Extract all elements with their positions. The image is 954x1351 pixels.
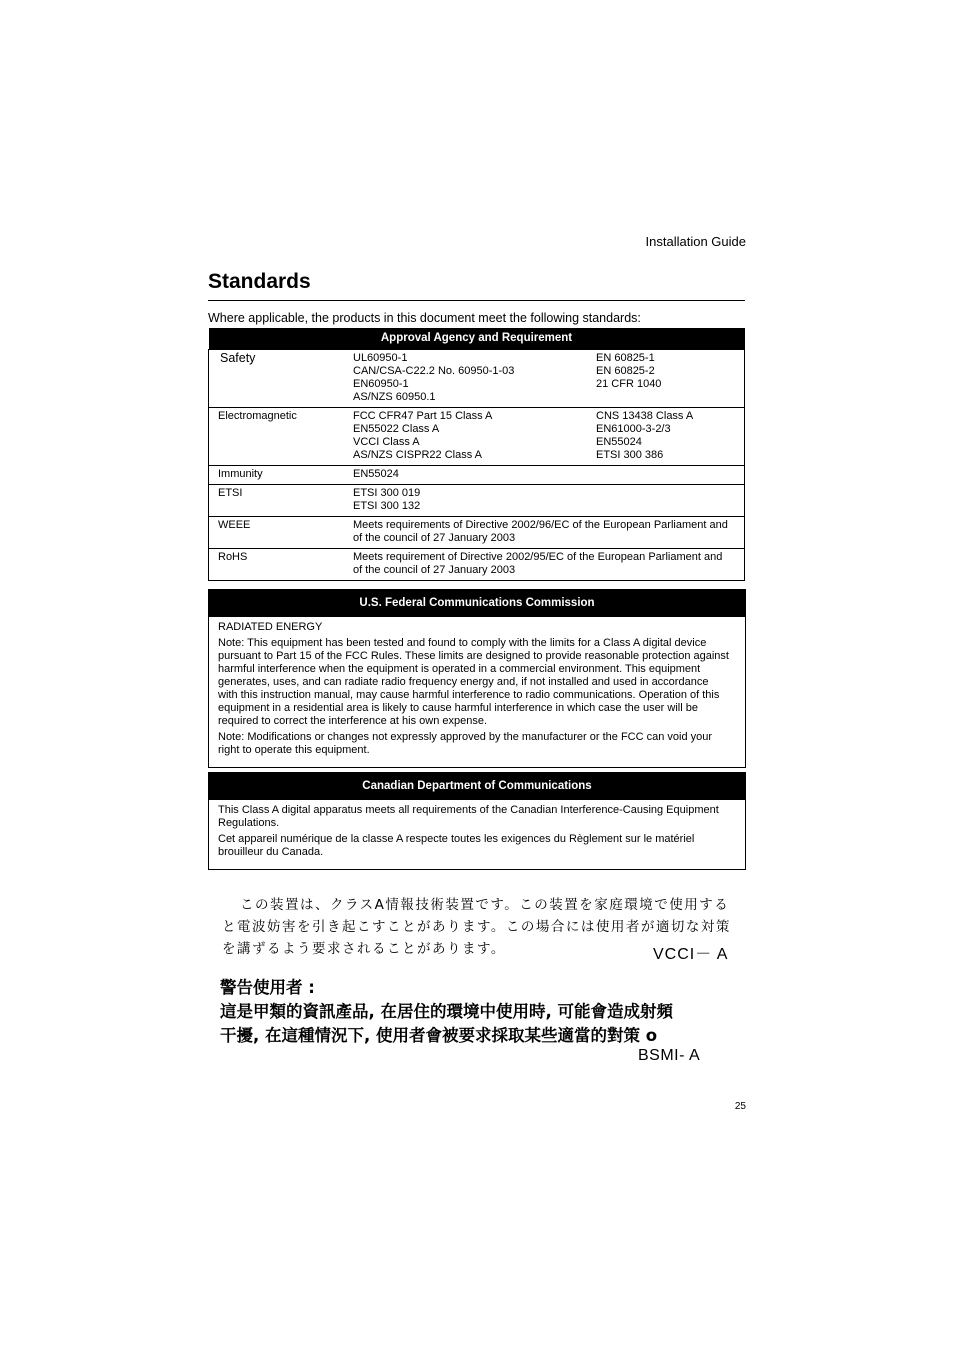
bsmi-mark: BSMI- A [638, 1047, 701, 1064]
row-standards-primary: FCC CFR47 Part 15 Class A EN55022 Class A VCCI Class A AS/NZS CISPR22 Class A [353, 408, 596, 466]
row-standards-secondary [596, 466, 745, 485]
row-standards-secondary [596, 485, 745, 517]
bsmi-statement: 警告使用者 : 這是甲類的資訊產品, 在居住的環境中使用時, 可能會造成射頻 干擾, 在這種情況下, 使用者會被要求採取某些適當的對策 o [220, 978, 674, 1045]
vcci-statement: この装置は、クラスA情報技術装置です。この装置を家庭環境で使用する と電波妨害を引き起こすことがあります。この場合には使用者が適切な対策 を講ずるよう要求されることがあります。 [222, 897, 731, 957]
title-rule [208, 300, 745, 301]
fcc-note-2: Note: Modifications or changes not expressly approved by the manufacturer or the FCC can void your right to operate this equipment. [218, 731, 713, 756]
page-number: 25 [734, 1101, 746, 1112]
row-category: WEEE [209, 517, 354, 549]
row-category: Immunity [209, 466, 354, 485]
fcc-body [209, 617, 745, 767]
row-requirement-text: Meets requirement of Directive 2002/95/EC of the European Parliament and of the council of 27 January 2003 [353, 549, 745, 581]
row-standards-primary: UL60950-1 CAN/CSA-C22.2 No. 60950-1-03 EN60950-1 AS/NZS 60950.1 [353, 350, 596, 408]
table-row [209, 408, 745, 466]
fcc-label: RADIATED ENERGY [218, 621, 323, 633]
table-row [209, 466, 745, 485]
running-header: Installation Guide [645, 234, 746, 249]
row-category: RoHS [209, 549, 354, 581]
canada-heading: Canadian Department of Communications [209, 773, 745, 800]
section-title: Standards [208, 270, 311, 293]
vcci-mark: VCCI－ A [653, 946, 729, 963]
canada-statement-fr: Cet appareil numérique de la classe A respecte toutes les exigences du Règlement sur le matériel brouilleur du Canada. [218, 833, 695, 858]
row-standards-primary: EN55024 [353, 466, 596, 485]
standards-table-heading: Approval Agency and Requirement [209, 328, 745, 350]
row-standards-secondary: CNS 13438 Class A EN61000-3-2/3 EN55024 ETSI 300 386 [596, 408, 745, 466]
table-row [209, 549, 745, 581]
canada-statement-en: This Class A digital apparatus meets all requirements of the Canadian Interference-Causing Equipment Regulations. [218, 804, 719, 829]
row-category: ETSI [209, 485, 354, 517]
table-row [209, 350, 745, 408]
intro-text: Where applicable, the products in this document meet the following standards: [208, 311, 641, 325]
table-row [209, 485, 745, 517]
row-standards-primary: ETSI 300 019 ETSI 300 132 [353, 485, 596, 517]
standards-table [208, 328, 745, 581]
row-standards-secondary: EN 60825-1 EN 60825-2 21 CFR 1040 [596, 350, 745, 408]
fcc-note-1: Note: This equipment has been tested and found to comply with the limits for a Class A digital device pursuant to Part 15 of the FCC Rules. These limits are designed to provide reasonable protection against harmful interference when the equipment is operated in a commercial environment. This equipment generates, uses, and can radiate radio frequency energy and, if not installed and used in accordance with this instruction manual, may cause harmful interference to radio communications. Operation of this equipment in a residential area is likely to cause harmful interference in which case the user will be required to correct the interference at his own expense. [218, 637, 729, 727]
row-requirement-text: Meets requirements of Directive 2002/96/EC of the European Parliament and of the council of 27 January 2003 [353, 517, 745, 549]
row-category: Safety [209, 350, 354, 408]
canada-box [208, 772, 746, 870]
table-row [209, 517, 745, 549]
canada-body [209, 800, 745, 869]
row-category: Electromagnetic [209, 408, 354, 466]
fcc-heading: U.S. Federal Communications Commission [209, 590, 745, 617]
fcc-box [208, 589, 746, 768]
